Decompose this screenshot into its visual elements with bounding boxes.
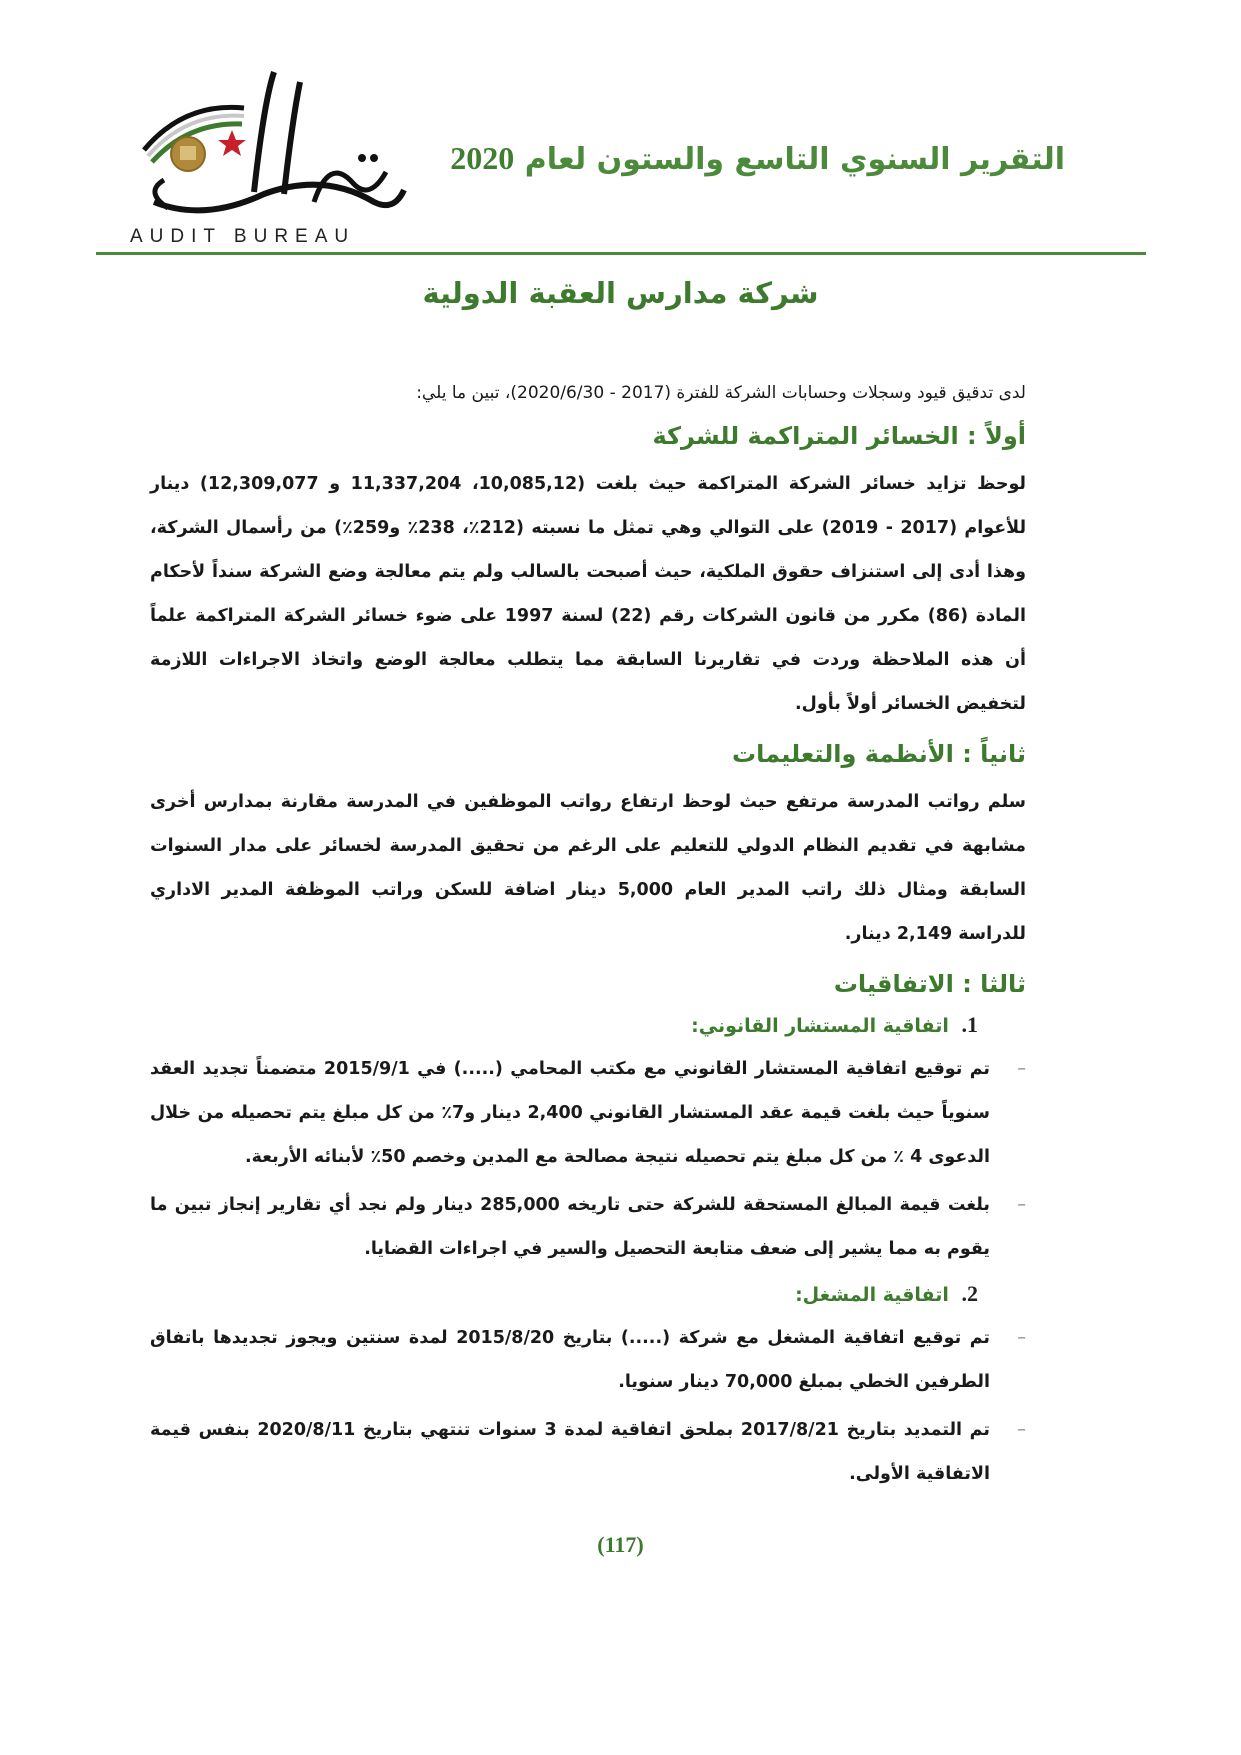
list-item: – بلغت قيمة المبالغ المستحقة للشركة حتى تاريخه 285,000 دينار ولم نجد أي تقارير إنجاز تبين ما يقوم به مما يشير إلى ضعف متابعة التحصيل والسير في اجراءات القضايا. <box>150 1183 1026 1271</box>
agreement-operator-heading <box>150 1279 978 1310</box>
losses-paragraph: لوحظ تزايد خسائر الشركة المتراكمة حيث بلغت (10,085,12، 11,337,204 و 12,309,077) دينار للأعوام (2017 - 2019) على التوالي وهي تمثل ما نسبته (212٪، 238٪ و259٪) من رأسمال الشركة، وهذا أدى إلى استنزاف حقوق الملكية، حيث أصبحت بالسالب ولم يتم معالجة وضع الشركة سنداً لأحكام المادة (86) مكرر من قانون الشركات رقم (22) لسنة 1997 على ضوء خسائر الشركة المتراكمة علماً أن هذه الملاحظة وردت في تقاريرنا السابقة مما يتطلب معالجة الوضع واتخاذ الاجراءات اللازمة لتخفيض الخسائر أولاً بأول. <box>150 474 1027 714</box>
section-heading-agreements: ثالثا : الاتفاقيات <box>833 970 1026 998</box>
agreement-number: 1. <box>961 1012 978 1037</box>
agreement-title: اتفاقية المشغل: <box>795 1284 949 1306</box>
legal-advisor-list <box>150 1047 1026 1271</box>
agreement-number: 2. <box>961 1281 978 1306</box>
agreement-legal-advisor-heading <box>150 1010 978 1041</box>
intro-paragraph: لدى تدقيق قيود وسجلات وحسابات الشركة للفترة (2017 - 2020/6/30)، تبين ما يلي: <box>416 383 1026 403</box>
logo-emblem-icon <box>124 62 414 232</box>
operator-list <box>150 1316 1026 1496</box>
list-item: – تم توقيع اتفاقية المستشار القانوني مع مكتب المحامي (.....) في 2015/9/1 متضمناً تجديد العقد سنوياً حيث بلغت قيمة عقد المستشار القانوني 2,400 دينار و7٪ من كل مبلغ يتم تحصيله من خلال الدعوى 4 ٪ من كل مبلغ يتم تحصيله نتيجة مصالحة مع المدين وخصم 50٪ لأبنائه الأربعة. <box>150 1047 1026 1179</box>
report-content <box>150 378 1026 1500</box>
header-divider <box>96 252 1146 255</box>
report-year: 2020 <box>450 140 515 176</box>
report-title-text: التقرير السنوي التاسع والستون لعام <box>524 142 1065 177</box>
section-heading-regulations: ثانياً : الأنظمة والتعليمات <box>732 740 1026 768</box>
page-number: (117) <box>597 1532 644 1557</box>
report-title <box>450 140 1065 177</box>
audit-bureau-logo <box>124 62 414 252</box>
section-heading-losses: أولاً : الخسائر المتراكمة للشركة <box>652 422 1026 450</box>
company-title: شركة مدارس العقبة الدولية <box>422 276 819 310</box>
list-item: – تم توقيع اتفاقية المشغل مع شركة (.....) بتاريخ 2015/8/20 لمدة سنتين ويجوز تجديدها باتفاق الطرفين الخطي بمبلغ 70,000 دينار سنويا. <box>150 1316 1026 1404</box>
logo-caption: AUDIT BUREAU <box>130 226 356 247</box>
list-item: – تم التمديد بتاريخ 2017/8/21 بملحق اتفاقية لمدة 3 سنوات تنتهي بتاريخ 2020/8/11 بنفس قيمة الاتفاقية الأولى. <box>150 1408 1026 1496</box>
regulations-paragraph: سلم رواتب المدرسة مرتفع حيث لوحظ ارتفاع رواتب الموظفين في المدرسة مقارنة بمدارس أخرى مشابهة في تقديم النظام الدولي للتعليم على الرغم من تحقيق المدرسة لخسائر على مدار السنوات السابقة ومثال ذلك راتب المدير العام 5,000 دينار اضافة للسكن وراتب الموظفة المدير الاداري للدراسة 2,149 دينار. <box>150 792 1026 944</box>
agreement-title: اتفاقية المستشار القانوني: <box>691 1015 949 1037</box>
